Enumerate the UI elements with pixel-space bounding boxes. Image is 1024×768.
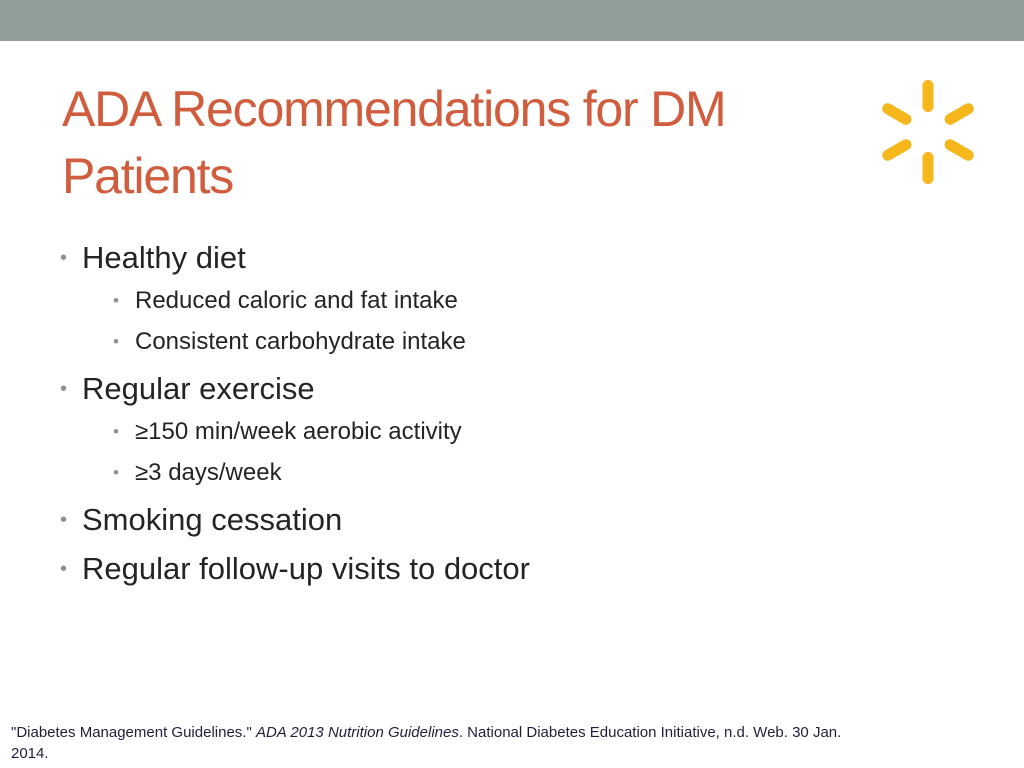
citation-text: "Diabetes Management Guidelines."	[11, 724, 256, 741]
top-accent-bar	[0, 0, 1024, 41]
sub-bullet-text: ≥3 days/week	[135, 459, 282, 486]
sub-list-item	[82, 411, 960, 452]
sub-bullet-text: ≥150 min/week aerobic activity	[135, 418, 462, 445]
sub-bullet-text: Consistent carbohydrate intake	[135, 328, 466, 355]
sub-list	[82, 411, 960, 493]
sub-list	[82, 280, 960, 362]
citation-publisher: . National Diabetes Education Initiative, n.d. Web. 30 Jan. 2014.	[11, 724, 842, 762]
citation-source-title: ADA 2013 Nutrition Guidelines	[255, 724, 459, 741]
bullet-text: Healthy diet	[82, 240, 246, 275]
bullet-text: Regular exercise	[82, 371, 315, 406]
bullet-glyph: •	[113, 463, 119, 482]
list-item	[60, 236, 960, 362]
bullet-text: Smoking cessation	[82, 502, 343, 537]
bullet-glyph: •	[60, 247, 68, 269]
sub-bullet-text: Reduced caloric and fat intake	[135, 287, 458, 314]
sub-list-item	[82, 321, 960, 362]
sub-list-item	[82, 280, 960, 321]
list-item	[60, 547, 960, 591]
bullet-glyph: •	[113, 332, 119, 351]
bullet-text: Regular follow-up visits to doctor	[82, 551, 530, 586]
bullet-glyph: •	[60, 378, 68, 400]
list-item	[60, 498, 960, 542]
citation	[11, 722, 871, 764]
bullet-glyph: •	[60, 509, 68, 531]
list-item	[60, 367, 960, 493]
bullet-list	[60, 236, 960, 591]
bullet-glyph: •	[113, 291, 119, 310]
spark-logo-icon	[872, 74, 984, 190]
slide-title: ADA Recommendations for DM Patients	[62, 81, 726, 204]
bullet-glyph: •	[113, 422, 119, 441]
sub-list-item	[82, 452, 960, 493]
bullet-glyph: •	[60, 558, 68, 580]
